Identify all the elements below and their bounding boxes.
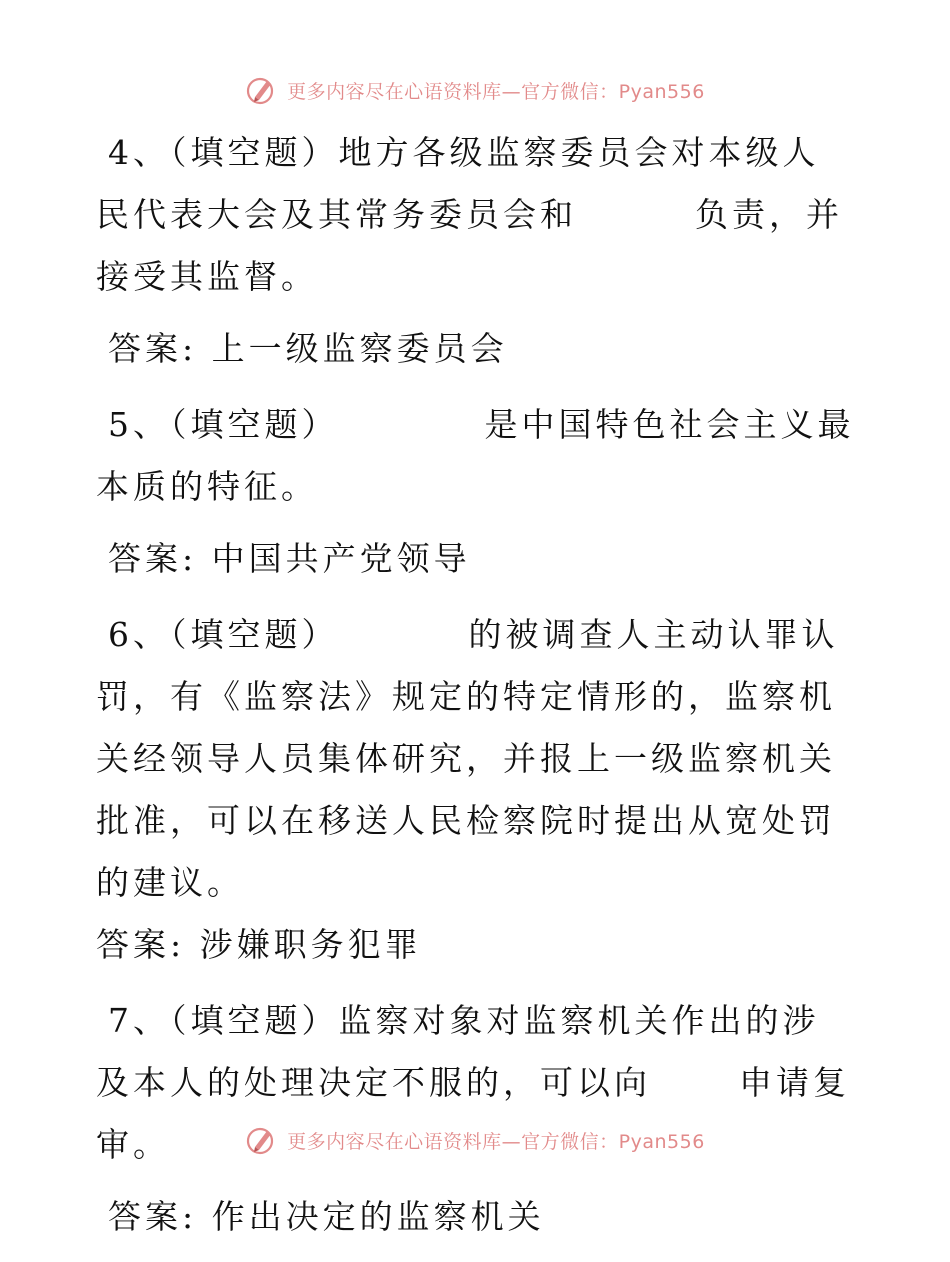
question-type: （填空题） [170,1001,339,1040]
header-banner [0,70,950,110]
question-text-after: 的被调查人主动认罪认罚，有《监察法》规定的特定情形的，监察机关经领导人员集体研究，并报上一级监察机关批准，可以在移送人民检察院时提出从宽处罚的建议。 [96,615,839,902]
answer-text: 上一级监察委员会 [211,329,508,368]
answer-7 [96,1186,856,1248]
banner-text: 更多内容尽在心语资料库—官方微信：Pyan556 [287,1130,705,1153]
question-number: 5、 [108,405,170,444]
answer-5 [96,528,856,590]
question-type: （填空题） [170,405,339,444]
question-text-before: 监察对象对监察机关作出的涉及本人的处理决定不服的，可以向 [96,1001,820,1102]
answer-label: 答案: [108,1197,198,1236]
question-5 [96,394,856,518]
answer-6 [96,914,856,976]
question-number: 7、 [108,1001,170,1040]
answer-label: 答案: [108,539,198,578]
answer-label: 答案: [108,329,198,368]
question-text-before: 地方各级监察委员会对本级人民代表大会及其常务委员会和 [96,133,820,234]
answer-4 [96,318,856,380]
question-4 [96,122,856,308]
question-type: （填空题） [170,133,339,172]
question-6 [96,604,856,914]
answer-text: 作出决定的监察机关 [211,1197,545,1236]
answer-label: 答案: [96,925,186,964]
question-number: 6、 [108,615,170,654]
pen-logo-icon [245,73,279,107]
pen-logo-icon [245,1123,279,1157]
answer-text: 涉嫌职务犯罪 [199,925,422,964]
document-body [96,122,856,1262]
question-number: 4、 [108,133,170,172]
question-type: （填空题） [170,615,339,654]
footer-banner [0,1120,950,1160]
answer-text: 中国共产党领导 [211,539,471,578]
banner-text: 更多内容尽在心语资料库—官方微信：Pyan556 [287,80,705,103]
question-text-after: 是中国特色社会主义最本质的特征。 [96,405,855,506]
question-text-after: 负责，并接受其监督。 [96,195,843,296]
question-text-after: 申请复审。 [96,1063,850,1164]
